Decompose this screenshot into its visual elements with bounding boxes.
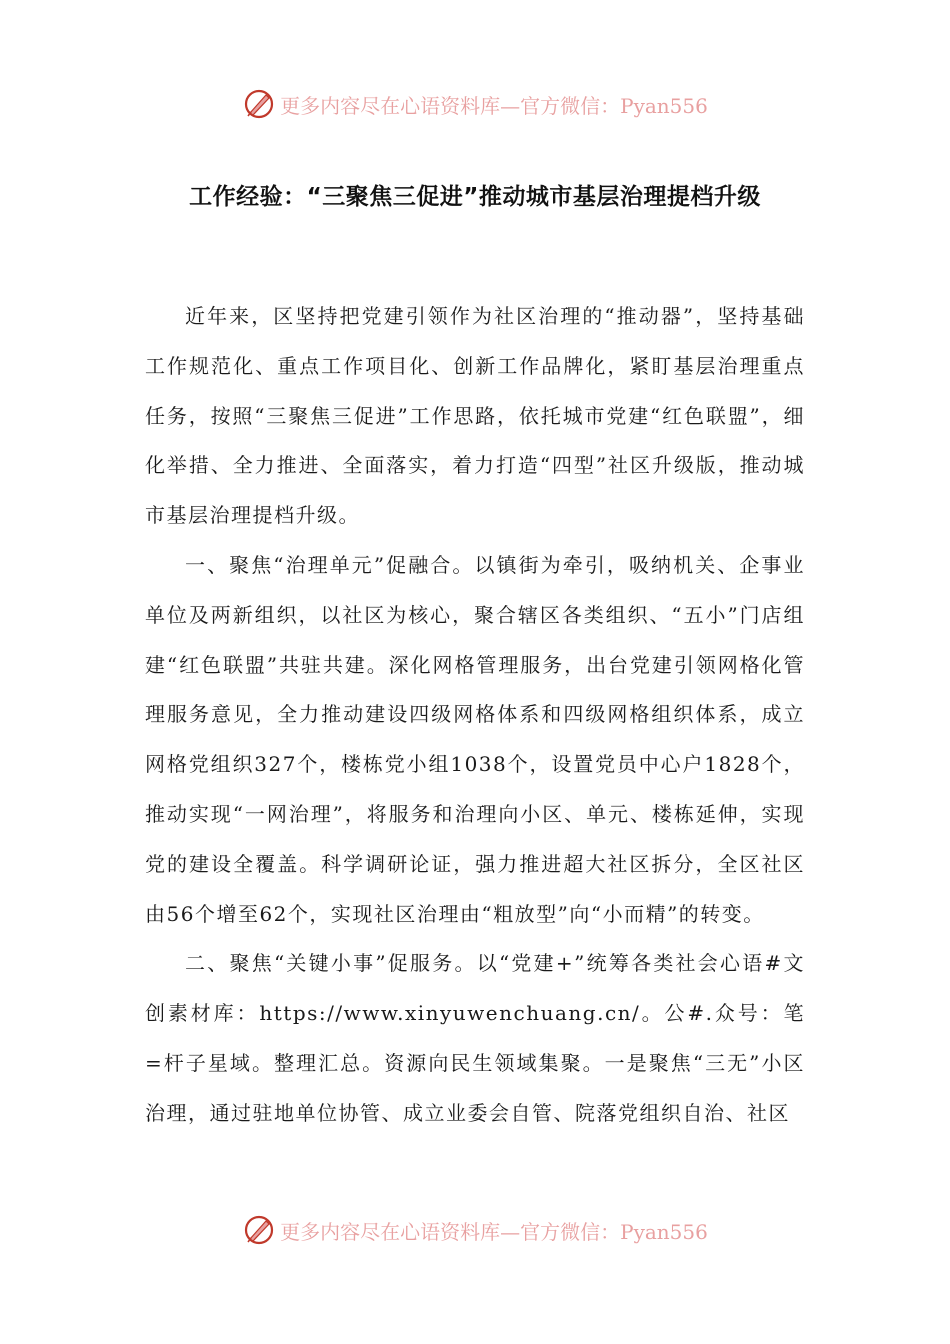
- quill-pen-logo-icon: [242, 1213, 276, 1247]
- watermark-banner-top: [0, 84, 950, 124]
- document-body: [145, 292, 805, 1139]
- document-title: 工作经验：“三聚焦三促进”推动城市基层治理提档升级: [189, 184, 761, 210]
- paragraph: 一、聚焦“治理单元”促融合。以镇街为牵引，吸纳机关、企事业单位及两新组织，以社区为核心，聚合辖区各类组织、“五小”门店组建“红色联盟”共驻共建。深化网格管理服务，出台党建引领网格化管理服务意见，全力推动建设四级网格体系和四级网格组织体系，成立网格党组织327个，楼栋党小组1038个，设置党员中心户1828个，推动实现“一网治理”，将服务和治理向小区、单元、楼栋延伸，实现党的建设全覆盖。科学调研论证，强力推进超大社区拆分，全区社区由56个增至62个，实现社区治理由“粗放型”向“小而精”的转变。: [145, 552, 805, 926]
- paragraph: 二、聚焦“关键小事”促服务。以“党建+”统筹各类社会心语#文创素材库：https://www.xinyuwenchuang.cn/。公#.众号：笔=杆子星域。整理汇总。资源向民生领域集聚。一是聚焦“三无”小区治理，通过驻地单位协管、成立业委会自管、院落党组织自治、社区: [145, 951, 805, 1125]
- paragraph: 近年来，区坚持把党建引领作为社区治理的“推动器”，坚持基础工作规范化、重点工作项目化、创新工作品牌化，紧盯基层治理重点任务，按照“三聚焦三促进”工作思路，依托城市党建“红色联盟”，细化举措、全力推进、全面落实，着力打造“四型”社区升级版，推动城市基层治理提档升级。: [145, 304, 805, 528]
- watermark-text: 更多内容尽在心语资料库—官方微信：Pyan556: [280, 93, 708, 118]
- watermark-banner-bottom: [0, 1210, 950, 1250]
- watermark-text: 更多内容尽在心语资料库—官方微信：Pyan556: [280, 1219, 708, 1244]
- quill-pen-logo-icon: [242, 87, 276, 121]
